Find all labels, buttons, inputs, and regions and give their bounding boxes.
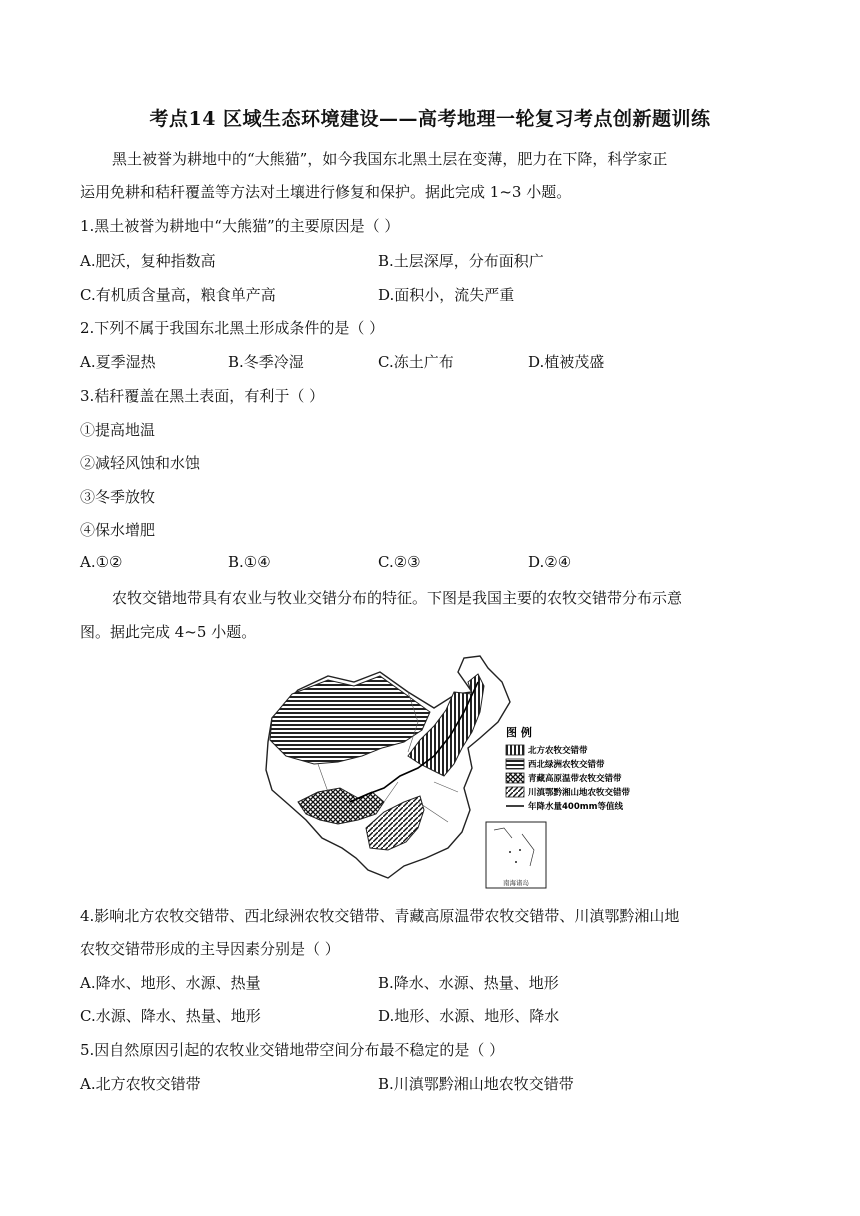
question-4-option-b: B.降水、水源、热量、地形 <box>378 974 559 992</box>
legend-label-northwest: 西北绿洲农牧交错带 <box>528 760 605 770</box>
question-4-stem-line-1: 4.影响北方农牧交错带、西北绿洲农牧交错带、青藏高原温带农牧交错带、川滇鄂黔湘山地 <box>80 907 680 925</box>
legend-swatch-northwest <box>506 759 524 769</box>
passage-1-line-1: 黑土被誉为耕地中的“大熊猫”，如今我国东北黑土层在变薄，肥力在下降，科学家正 <box>112 150 668 168</box>
passage-2-line-1: 农牧交错地带具有农业与牧业交错分布的特征。下图是我国主要的农牧交错带分布示意 <box>112 589 683 607</box>
question-3-option-b: B.①④ <box>228 553 271 571</box>
legend-swatch-qinghai-tibet <box>506 773 524 783</box>
question-3-option-a: A.①② <box>80 553 123 571</box>
question-3-item-2: ②减轻风蚀和水蚀 <box>80 454 201 472</box>
question-2-option-b: B.冬季冷湿 <box>228 353 304 371</box>
question-5-option-a: A.北方农牧交错带 <box>80 1075 201 1093</box>
question-5-option-b: B.川滇鄂黔湘山地农牧交错带 <box>378 1075 574 1093</box>
legend-label-northern: 北方农牧交错带 <box>528 746 588 756</box>
question-2-option-c: C.冻土广布 <box>378 353 454 371</box>
question-3-option-c: C.②③ <box>378 553 421 571</box>
question-2-option-a: A.夏季湿热 <box>80 353 156 371</box>
question-3-stem: 3.秸秆覆盖在黑土表面，有利于（ ） <box>80 387 325 405</box>
question-4-option-d: D.地形、水源、地形、降水 <box>378 1007 560 1025</box>
question-4-option-a: A.降水、地形、水源、热量 <box>80 974 261 992</box>
question-1-option-d: D.面积小，流失严重 <box>378 286 515 304</box>
legend-label-qinghai-tibet: 青藏高原温带农牧交错带 <box>528 774 622 784</box>
passage-1-line-2: 运用免耕和秸秆覆盖等方法对土壤进行修复和保护。据此完成 1~3 小题。 <box>80 183 572 201</box>
page-title: 考点14 区域生态环境建设——高考地理一轮复习考点创新题训练 <box>149 108 711 130</box>
china-agro-pastoral-map <box>258 652 670 892</box>
question-1-option-c: C.有机质含量高，粮食单产高 <box>80 286 276 304</box>
question-1-option-b: B.土层深厚，分布面积广 <box>378 252 544 270</box>
question-1-stem: 1.黑土被誉为耕地中“大熊猫”的主要原因是（ ） <box>80 217 400 235</box>
legend-title: 图 例 <box>506 726 532 739</box>
legend-label-isoline: 年降水量400mm等值线 <box>528 802 623 812</box>
legend-swatch-northern <box>506 745 524 755</box>
question-1-option-a: A.肥沃，复种指数高 <box>80 252 216 270</box>
question-3-item-3: ③冬季放牧 <box>80 488 156 506</box>
inset-label: 南海诸岛 <box>503 879 529 887</box>
legend-swatch-southwest <box>506 787 524 797</box>
legend-label-southwest: 川滇鄂黔湘山地农牧交错带 <box>528 788 631 798</box>
question-5-stem: 5.因自然原因引起的农牧业交错地带空间分布最不稳定的是（ ） <box>80 1041 505 1059</box>
question-3-item-4: ④保水增肥 <box>80 521 156 539</box>
question-2-stem: 2.下列不属于我国东北黑土形成条件的是（ ） <box>80 319 385 337</box>
map-legend <box>506 725 631 812</box>
question-4-option-c: C.水源、降水、热量、地形 <box>80 1007 261 1025</box>
question-3-item-1: ①提高地温 <box>80 421 156 439</box>
question-4-stem-line-2: 农牧交错带形成的主导因素分别是（ ） <box>80 940 340 958</box>
passage-2-line-2: 图。据此完成 4~5 小题。 <box>80 623 257 641</box>
question-3-option-d: D.②④ <box>528 553 572 571</box>
question-2-option-d: D.植被茂盛 <box>528 353 605 371</box>
